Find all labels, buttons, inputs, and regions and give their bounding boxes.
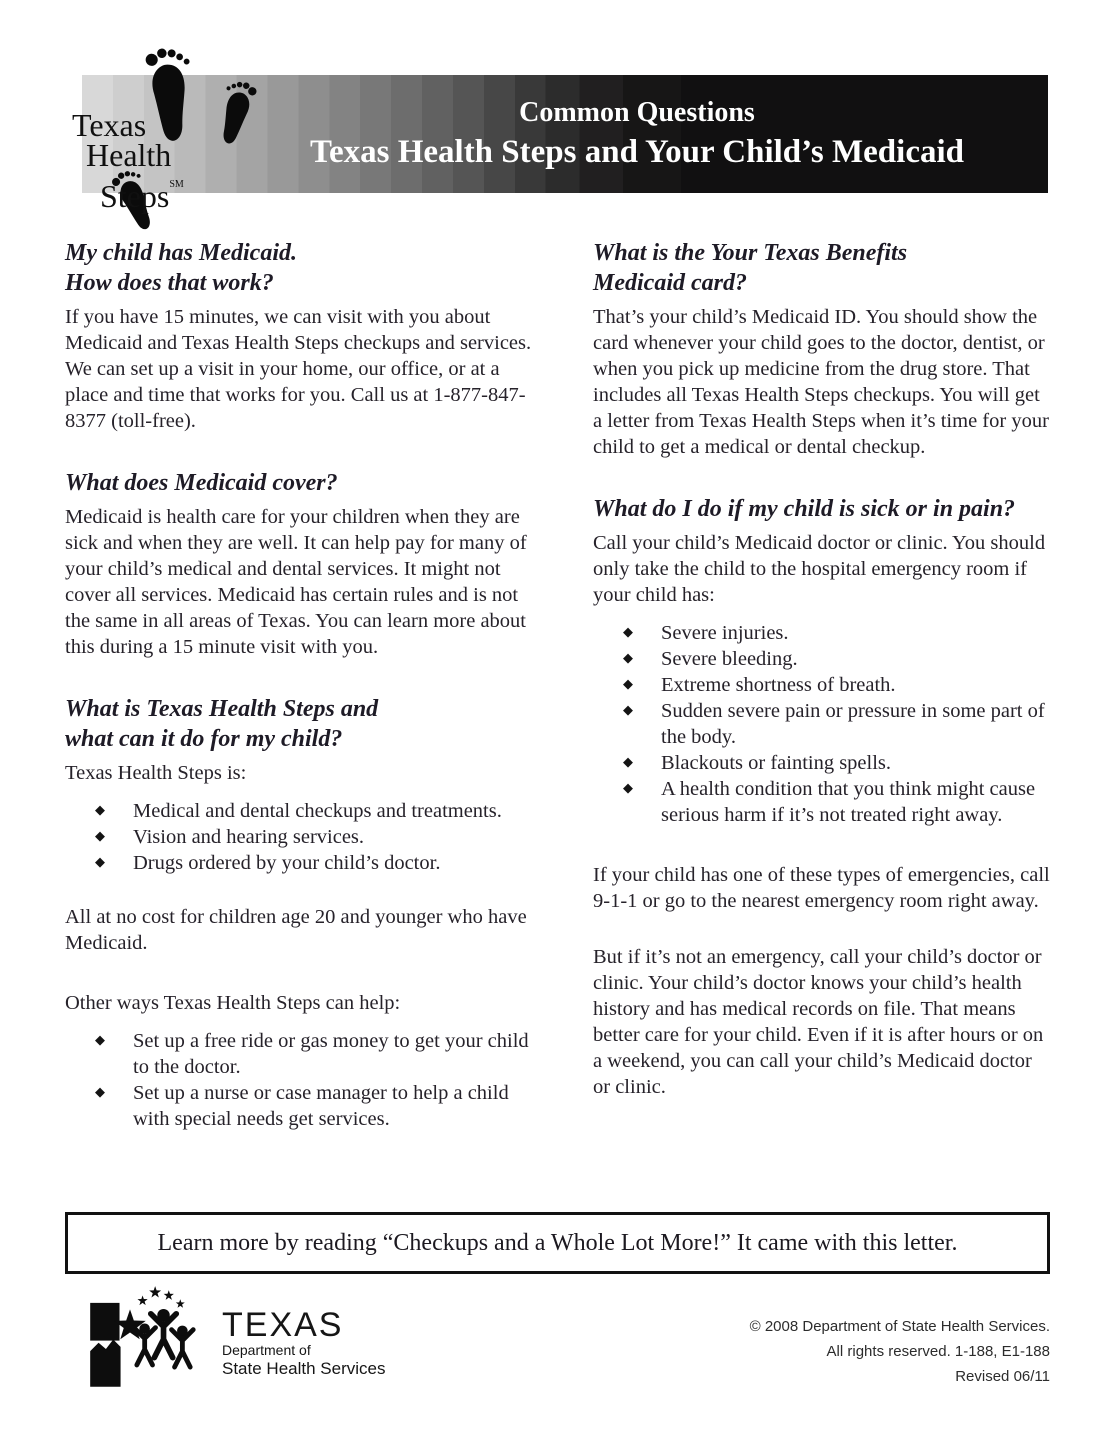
list-item: ◆ Sudden severe pain or pressure in some part of the body.: [623, 700, 1045, 748]
section-intro: Texas Health Steps is:: [65, 762, 247, 784]
logo-word-health: Health: [86, 137, 172, 173]
section-heading: What do I do if my child is sick or in pain?: [593, 496, 1016, 522]
section-heading: What is Texas Health Steps and what can it do for my child?: [65, 696, 379, 752]
banner-subtitle: Texas Health Steps and Your Child’s Medicaid: [309, 134, 964, 170]
section-body: That’s your child’s Medicaid ID. You should show the card whenever your child goes to the doctor, dentist, or when you pick up medicine from the drug store. That includes all Texas Health Steps checkups. You will get a letter from Texas Health Steps when it’s time for your child to get a medical or dental checkup.: [593, 306, 1049, 458]
dshs-name: TEXAS: [222, 1306, 344, 1344]
diamond-bullet-icon: ◆: [95, 1033, 105, 1048]
section-sick-or-pain: [593, 494, 1050, 828]
diamond-bullet-icon: ◆: [623, 651, 633, 666]
list-item: ◆ Drugs ordered by your child’s doctor.: [95, 852, 441, 874]
banner-title: Common Questions: [519, 97, 755, 128]
diamond-bullet-icon: ◆: [95, 803, 105, 818]
banner-text-block: [226, 75, 1048, 193]
list-item: ◆ Medical and dental checkups and treatments.: [95, 800, 502, 822]
callout-text: Learn more by reading “Checkups and a Whole Lot More!” It came with this letter.: [157, 1229, 958, 1256]
list-item: ◆ Blackouts or fainting spells.: [623, 752, 892, 774]
list-item: ◆ Severe bleeding.: [623, 648, 798, 670]
logo-word-texas: Texas: [72, 107, 147, 143]
content-columns: [65, 238, 1050, 1132]
footer-copyright: [750, 1314, 1050, 1389]
section-emergency-advice: [593, 862, 1050, 1100]
ths-services-list: [65, 798, 535, 876]
dshs-footer-logo: [86, 1286, 385, 1391]
list-item: ◆ Vision and hearing services.: [95, 826, 365, 848]
dshs-emblem-icon: [86, 1286, 218, 1391]
copyright-line: © 2008 Department of State Health Services.: [749, 1318, 1050, 1335]
logo-word-steps: Steps℠: [100, 178, 184, 214]
diamond-bullet-icon: ◆: [623, 755, 633, 770]
section-other-ways: [65, 990, 535, 1132]
dshs-dept-line2: State Health Services: [222, 1359, 386, 1378]
section-medicaid-how: [65, 238, 535, 434]
rights-line: All rights reserved. 1-188, E1-188: [826, 1343, 1050, 1360]
list-item: ◆ Set up a nurse or case manager to help a child with special needs get services.: [95, 1082, 509, 1130]
section-intro: Other ways Texas Health Steps can help:: [65, 992, 401, 1014]
paragraph-not-emergency: But if it’s not an emergency, call your child’s doctor or clinic. Your child’s doctor knows your child’s health history and has medical records on file. That means better care for your child. Even if it is after hours or on a weekend, you can call your child’s Medicaid doctor or clinic.: [593, 946, 1044, 1098]
section-medicaid-cover: [65, 468, 535, 660]
dshs-text-block: [222, 1286, 385, 1379]
diamond-bullet-icon: ◆: [623, 677, 633, 692]
left-column: [65, 238, 535, 1132]
list-item: ◆ Severe injuries.: [623, 622, 789, 644]
section-note: All at no cost for children age 20 and younger who have Medicaid.: [65, 906, 527, 954]
diamond-bullet-icon: ◆: [95, 1085, 105, 1100]
right-column: [593, 238, 1050, 1132]
learn-more-callout: [65, 1212, 1050, 1274]
section-body: If you have 15 minutes, we can visit with you about Medicaid and Texas Health Steps checkups and services. We can set up a visit in your home, our office, or at a place and time that works for you. Call us at 1-877-847-8377 (toll-free).: [65, 306, 532, 432]
texas-health-steps-logo: [58, 28, 298, 248]
diamond-bullet-icon: ◆: [623, 625, 633, 640]
diamond-bullet-icon: ◆: [623, 781, 633, 796]
section-benefits-card: [593, 238, 1050, 460]
section-what-is-ths: [65, 694, 535, 956]
list-item: ◆ Set up a free ride or gas money to get your child to the doctor.: [95, 1030, 529, 1078]
diamond-bullet-icon: ◆: [623, 703, 633, 718]
diamond-bullet-icon: ◆: [95, 829, 105, 844]
paragraph-call-911: If your child has one of these types of emergencies, call 9-1-1 or go to the nearest emergency room right away.: [593, 864, 1050, 912]
section-heading: What does Medicaid cover?: [65, 470, 338, 496]
revised-line: Revised 06/11: [955, 1368, 1050, 1385]
section-body: Call your child’s Medicaid doctor or clinic. You should only take the child to the hospital emergency room if your child has:: [593, 532, 1046, 606]
ths-help-list: [65, 1028, 535, 1132]
section-heading: My child has Medicaid. How does that work?: [65, 240, 297, 296]
dshs-dept-line1: Department of: [222, 1342, 311, 1358]
section-heading: What is the Your Texas Benefits Medicaid card?: [593, 240, 908, 296]
emergency-conditions-list: [593, 620, 1050, 828]
column-gap: [535, 238, 593, 1132]
service-mark: SM: [169, 179, 184, 190]
list-item: ◆ Extreme shortness of breath.: [623, 674, 896, 696]
list-item: ◆ A health condition that you think might cause serious harm if it’s not treated right away.: [623, 778, 1036, 826]
section-body: Medicaid is health care for your children when they are sick and when they are well. It can help pay for many of your child’s medical and dental services. It might not cover all services. Medicaid has certain rules and is not the same in all areas of Texas. You can learn more about this during a 15 minute visit with you.: [65, 506, 527, 658]
diamond-bullet-icon: ◆: [95, 855, 105, 870]
